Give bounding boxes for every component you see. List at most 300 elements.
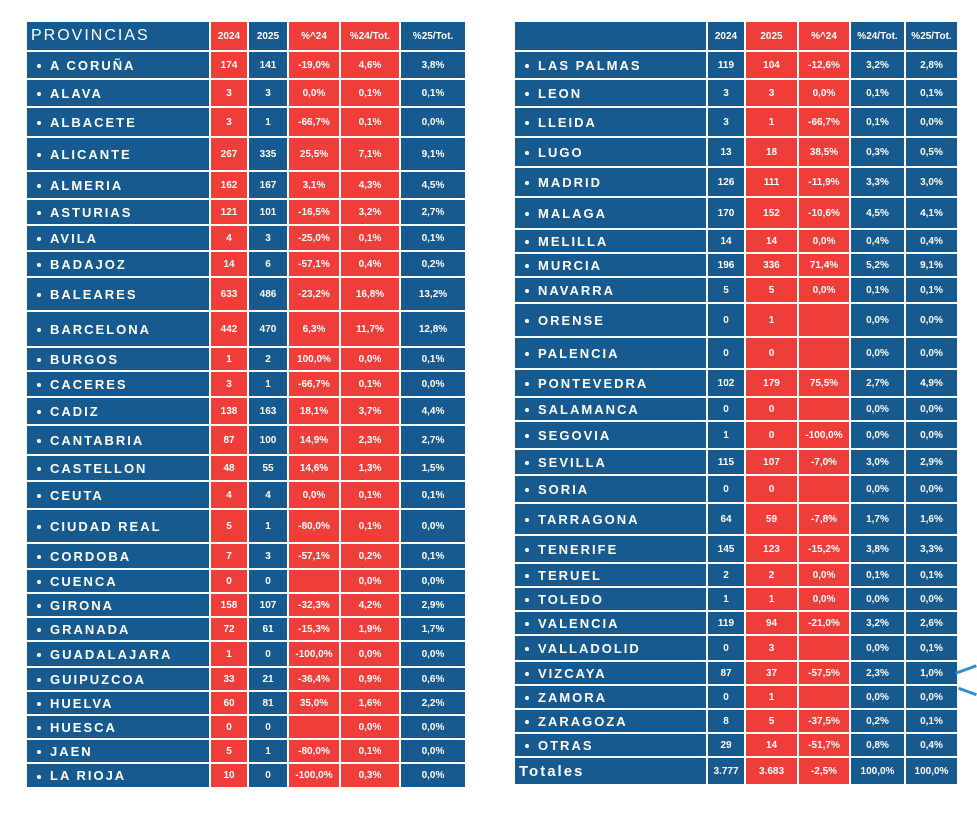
value-2025: 0 [248, 763, 288, 788]
value-2024: 3 [210, 371, 248, 397]
table-row [514, 253, 958, 277]
pct-2025-total: 2,9% [400, 593, 466, 617]
variation: -80,0% [288, 739, 340, 763]
header-2025: 2025 [248, 21, 288, 51]
province-name: JAEN [50, 743, 93, 759]
bullet-icon [37, 383, 41, 387]
bullet-icon [525, 92, 529, 96]
pct-2024-total: 0,0% [850, 475, 905, 503]
province-name: GIRONA [50, 597, 114, 613]
variation: 6,3% [288, 311, 340, 347]
value-2025: 152 [745, 197, 798, 229]
province-name-cell [514, 337, 707, 369]
value-2024: 0 [210, 715, 248, 739]
pct-2025-total: 0,5% [905, 137, 958, 167]
bullet-icon [525, 319, 529, 323]
table-row [26, 509, 466, 543]
table-row [514, 229, 958, 253]
pct-2024-total: 0,0% [340, 715, 400, 739]
value-2025: 163 [248, 397, 288, 425]
pct-2024-total: 5,2% [850, 253, 905, 277]
value-2024: 4 [210, 225, 248, 251]
table-row [514, 167, 958, 197]
province-name-cell [26, 251, 210, 277]
table-row [26, 715, 466, 739]
pct-2025-total: 0,0% [905, 475, 958, 503]
value-2024: 72 [210, 617, 248, 641]
value-2025: 3 [248, 79, 288, 107]
variation: 0,0% [798, 587, 850, 611]
left-header-row [26, 21, 466, 51]
province-name-cell [514, 303, 707, 337]
province-name: LUGO [538, 144, 584, 160]
table-row [514, 397, 958, 421]
bullet-icon [525, 647, 529, 651]
value-2024: 3 [707, 79, 745, 107]
pct-2024-total: 0,1% [340, 79, 400, 107]
province-name-cell [514, 563, 707, 587]
table-row [26, 425, 466, 455]
value-2025: 1 [248, 739, 288, 763]
pct-2025-total: 0,1% [905, 563, 958, 587]
pct-2024-total: 0,1% [850, 563, 905, 587]
province-name-cell [26, 199, 210, 225]
province-name-cell [514, 51, 707, 79]
pct-2025-total: 1,5% [400, 455, 466, 481]
bullet-icon [37, 604, 41, 608]
left-provinces-table [25, 20, 467, 789]
province-name-cell [514, 611, 707, 635]
pct-2024-total: 0,0% [850, 303, 905, 337]
province-name: TARRAGONA [538, 511, 640, 527]
bullet-icon [525, 151, 529, 155]
value-2025: 123 [745, 535, 798, 563]
bullet-icon [37, 153, 41, 157]
pct-2025-total: 1,7% [400, 617, 466, 641]
province-name-cell [26, 543, 210, 569]
value-2024: 4 [210, 481, 248, 509]
value-2024: 2 [707, 563, 745, 587]
totals-2024: 3.777 [707, 757, 745, 785]
pct-2024-total: 7,1% [340, 137, 400, 171]
pct-2025-total: 0,0% [400, 107, 466, 137]
value-2025: 336 [745, 253, 798, 277]
pct-2024-total: 0,0% [340, 569, 400, 593]
value-2024: 14 [210, 251, 248, 277]
province-name-cell [514, 79, 707, 107]
pct-2024-total: 0,4% [850, 229, 905, 253]
value-2025: 3 [745, 79, 798, 107]
province-name-cell [514, 421, 707, 449]
value-2025: 0 [745, 337, 798, 369]
table-row [26, 347, 466, 371]
province-name-cell [514, 197, 707, 229]
totals-pct25: 100,0% [905, 757, 958, 785]
variation: -66,7% [288, 107, 340, 137]
variation [798, 397, 850, 421]
value-2025: 0 [248, 641, 288, 667]
pct-2024-total: 3,8% [850, 535, 905, 563]
province-name: BURGOS [50, 351, 120, 367]
header-pct25: %25/Tot. [905, 21, 958, 51]
province-name-cell [26, 715, 210, 739]
province-name-cell [26, 225, 210, 251]
value-2024: 158 [210, 593, 248, 617]
pct-2024-total: 0,1% [850, 107, 905, 137]
table-row [26, 641, 466, 667]
value-2025: 107 [745, 449, 798, 475]
value-2025: 59 [745, 503, 798, 535]
table-row [26, 543, 466, 569]
pct-2025-total: 4,1% [905, 197, 958, 229]
pct-2025-total: 0,0% [400, 371, 466, 397]
pct-2025-total: 0,0% [400, 715, 466, 739]
pct-2024-total: 1,6% [340, 691, 400, 715]
value-2024: 145 [707, 535, 745, 563]
province-name-cell [26, 481, 210, 509]
value-2024: 126 [707, 167, 745, 197]
header-2025: 2025 [745, 21, 798, 51]
province-name-cell [514, 587, 707, 611]
pct-2024-total: 0,1% [340, 481, 400, 509]
pct-2025-total: 3,3% [905, 535, 958, 563]
header-var: %^24 [798, 21, 850, 51]
province-name-cell [514, 369, 707, 397]
bullet-icon [37, 580, 41, 584]
header-pct24: %24/Tot. [340, 21, 400, 51]
variation: -36,4% [288, 667, 340, 691]
header-var: %^24 [288, 21, 340, 51]
value-2025: 167 [248, 171, 288, 199]
variation: -100,0% [288, 763, 340, 788]
pct-2025-total: 0,6% [400, 667, 466, 691]
province-name-cell [514, 229, 707, 253]
bullet-icon [525, 598, 529, 602]
value-2024: 29 [707, 733, 745, 757]
table-row [514, 421, 958, 449]
province-name-cell [26, 371, 210, 397]
province-name-cell [26, 425, 210, 455]
pct-2025-total: 3,8% [400, 51, 466, 79]
pct-2024-total: 0,9% [340, 667, 400, 691]
province-name-cell [514, 661, 707, 685]
variation: -32,3% [288, 593, 340, 617]
variation: 25,5% [288, 137, 340, 171]
province-name: BARCELONA [50, 321, 152, 337]
value-2024: 0 [707, 685, 745, 709]
province-name: CUENCA [50, 573, 118, 589]
pct-2025-total: 0,0% [905, 587, 958, 611]
bullet-icon [525, 212, 529, 216]
value-2024: 115 [707, 449, 745, 475]
province-name-cell [26, 667, 210, 691]
table-row [26, 739, 466, 763]
value-2025: 179 [745, 369, 798, 397]
province-name-cell [26, 509, 210, 543]
province-name-cell [26, 739, 210, 763]
province-name: GUIPUZCOA [50, 671, 146, 687]
bullet-icon [525, 622, 529, 626]
bullet-icon [37, 92, 41, 96]
value-2024: 119 [707, 51, 745, 79]
variation: -7,8% [798, 503, 850, 535]
pct-2025-total: 0,4% [905, 733, 958, 757]
value-2024: 10 [210, 763, 248, 788]
pct-2025-total: 0,0% [905, 685, 958, 709]
province-name: CASTELLON [50, 460, 148, 476]
pct-2025-total: 2,7% [400, 425, 466, 455]
variation: -21,0% [798, 611, 850, 635]
table-row [514, 51, 958, 79]
table-row [514, 337, 958, 369]
table-row [26, 691, 466, 715]
pct-2024-total: 3,0% [850, 449, 905, 475]
value-2025: 3 [248, 543, 288, 569]
province-name-cell [26, 137, 210, 171]
value-2024: 3 [210, 107, 248, 137]
bullet-icon [525, 121, 529, 125]
value-2025: 1 [248, 107, 288, 137]
pct-2024-total: 0,0% [850, 397, 905, 421]
value-2025: 14 [745, 229, 798, 253]
value-2024: 48 [210, 455, 248, 481]
value-2025: 1 [248, 371, 288, 397]
province-name-cell [26, 107, 210, 137]
table-row [514, 733, 958, 757]
province-name-cell [514, 635, 707, 661]
province-name: BADAJOZ [50, 256, 127, 272]
value-2024: 60 [210, 691, 248, 715]
bullet-icon [37, 211, 41, 215]
value-2025: 0 [248, 569, 288, 593]
pct-2024-total: 1,7% [850, 503, 905, 535]
value-2024: 33 [210, 667, 248, 691]
province-name: SALAMANCA [538, 401, 640, 417]
province-name-cell [514, 449, 707, 475]
totals-var: -2,5% [798, 757, 850, 785]
pct-2024-total: 1,3% [340, 455, 400, 481]
table-row [514, 137, 958, 167]
variation: 3,1% [288, 171, 340, 199]
value-2025: 37 [745, 661, 798, 685]
pct-2025-total: 2,6% [905, 611, 958, 635]
value-2025: 101 [248, 199, 288, 225]
pct-2025-total: 9,1% [400, 137, 466, 171]
value-2024: 102 [707, 369, 745, 397]
value-2024: 8 [707, 709, 745, 733]
province-name: PONTEVEDRA [538, 375, 649, 391]
pct-2024-total: 3,2% [850, 611, 905, 635]
province-name: ALBACETE [50, 114, 137, 130]
value-2024: 174 [210, 51, 248, 79]
province-name-cell [26, 277, 210, 311]
bullet-icon [525, 696, 529, 700]
pct-2025-total: 4,4% [400, 397, 466, 425]
bullet-icon [37, 184, 41, 188]
pct-2024-total: 2,3% [850, 661, 905, 685]
variation: -10,6% [798, 197, 850, 229]
bullet-icon [37, 653, 41, 657]
pct-2024-total: 3,7% [340, 397, 400, 425]
pct-2025-total: 0,0% [400, 569, 466, 593]
pct-2025-total: 0,0% [400, 641, 466, 667]
province-name: TERUEL [538, 567, 602, 583]
variation: -57,1% [288, 251, 340, 277]
table-row [514, 635, 958, 661]
pct-2025-total: 2,9% [905, 449, 958, 475]
bullet-icon [37, 702, 41, 706]
variation [798, 337, 850, 369]
right-provinces-table [513, 20, 959, 786]
table-row [26, 481, 466, 509]
pct-2024-total: 0,1% [340, 509, 400, 543]
bullet-icon [37, 775, 41, 779]
pct-2024-total: 0,1% [340, 107, 400, 137]
value-2025: 18 [745, 137, 798, 167]
pct-2024-total: 3,2% [340, 199, 400, 225]
value-2024: 0 [707, 635, 745, 661]
value-2025: 107 [248, 593, 288, 617]
variation: 100,0% [288, 347, 340, 371]
value-2025: 5 [745, 709, 798, 733]
province-name: GUADALAJARA [50, 646, 173, 662]
variation: -11,9% [798, 167, 850, 197]
province-name: ALICANTE [50, 146, 132, 162]
value-2025: 1 [745, 685, 798, 709]
variation: -66,7% [798, 107, 850, 137]
bullet-icon [37, 467, 41, 471]
province-name: ZARAGOZA [538, 713, 628, 729]
province-name: NAVARRA [538, 282, 616, 298]
pct-2024-total: 4,2% [340, 593, 400, 617]
pct-2025-total: 0,0% [905, 421, 958, 449]
table-row [514, 475, 958, 503]
province-name-cell [26, 617, 210, 641]
variation [288, 715, 340, 739]
province-name: VALENCIA [538, 615, 620, 631]
province-name: TOLEDO [538, 591, 604, 607]
pct-2024-total: 0,0% [850, 337, 905, 369]
value-2024: 267 [210, 137, 248, 171]
variation: -66,7% [288, 371, 340, 397]
header-pct25: %25/Tot. [400, 21, 466, 51]
value-2025: 1 [248, 509, 288, 543]
pct-2024-total: 0,1% [340, 371, 400, 397]
pct-2025-total: 0,1% [400, 225, 466, 251]
province-name: A CORUÑA [50, 57, 136, 73]
header-pct24: %24/Tot. [850, 21, 905, 51]
table-row [514, 79, 958, 107]
value-2024: 442 [210, 311, 248, 347]
province-name: LEON [538, 85, 583, 101]
province-name: LAS PALMAS [538, 57, 642, 73]
variation: 38,5% [798, 137, 850, 167]
province-name-cell [26, 455, 210, 481]
value-2025: 4 [248, 481, 288, 509]
variation: -25,0% [288, 225, 340, 251]
bullet-icon [525, 672, 529, 676]
pct-2024-total: 11,7% [340, 311, 400, 347]
province-name-cell [26, 763, 210, 788]
totals-2025: 3.683 [745, 757, 798, 785]
province-name: MADRID [538, 174, 602, 190]
table-row [514, 369, 958, 397]
pct-2025-total: 0,0% [400, 763, 466, 788]
value-2025: 0 [248, 715, 288, 739]
pct-2024-total: 2,7% [850, 369, 905, 397]
pct-2024-total: 0,0% [850, 685, 905, 709]
pct-2025-total: 0,0% [905, 397, 958, 421]
province-name: HUESCA [50, 719, 117, 735]
table-row [514, 661, 958, 685]
province-name: MALAGA [538, 205, 608, 221]
value-2024: 14 [707, 229, 745, 253]
right-title [514, 21, 707, 51]
value-2025: 2 [248, 347, 288, 371]
bullet-icon [37, 121, 41, 125]
value-2024: 162 [210, 171, 248, 199]
pct-2025-total: 0,4% [905, 229, 958, 253]
province-name-cell [26, 347, 210, 371]
pct-2025-total: 2,2% [400, 691, 466, 715]
value-2024: 1 [210, 347, 248, 371]
header-2024: 2024 [707, 21, 745, 51]
table-row [26, 593, 466, 617]
province-name-cell [514, 397, 707, 421]
province-name: ORENSE [538, 312, 605, 328]
value-2025: 111 [745, 167, 798, 197]
bullet-icon [525, 289, 529, 293]
bullet-icon [525, 264, 529, 268]
province-name-cell [514, 167, 707, 197]
value-2024: 138 [210, 397, 248, 425]
value-2025: 3 [248, 225, 288, 251]
province-name-cell [514, 475, 707, 503]
variation: 14,6% [288, 455, 340, 481]
province-name-cell [26, 691, 210, 715]
pct-2024-total: 0,0% [850, 421, 905, 449]
table-row [514, 611, 958, 635]
value-2024: 3 [707, 107, 745, 137]
variation: -100,0% [288, 641, 340, 667]
variation: -23,2% [288, 277, 340, 311]
variation: -100,0% [798, 421, 850, 449]
province-name-cell [26, 171, 210, 199]
value-2024: 0 [707, 475, 745, 503]
value-2025: 14 [745, 733, 798, 757]
table-row [514, 277, 958, 303]
value-2024: 5 [210, 509, 248, 543]
pct-2024-total: 4,5% [850, 197, 905, 229]
pct-2024-total: 0,3% [340, 763, 400, 788]
bullet-icon [37, 555, 41, 559]
pct-2024-total: 4,3% [340, 171, 400, 199]
table-row [514, 685, 958, 709]
value-2025: 0 [745, 397, 798, 421]
value-2025: 2 [745, 563, 798, 587]
province-name: ALMERIA [50, 177, 124, 193]
table-row [26, 371, 466, 397]
pct-2025-total: 0,0% [400, 509, 466, 543]
province-name: SEVILLA [538, 454, 607, 470]
totals-row [514, 757, 958, 785]
pct-2025-total: 0,1% [905, 635, 958, 661]
variation [798, 475, 850, 503]
province-name-cell [26, 593, 210, 617]
variation: 18,1% [288, 397, 340, 425]
table-row [26, 397, 466, 425]
province-name: HUELVA [50, 695, 114, 711]
